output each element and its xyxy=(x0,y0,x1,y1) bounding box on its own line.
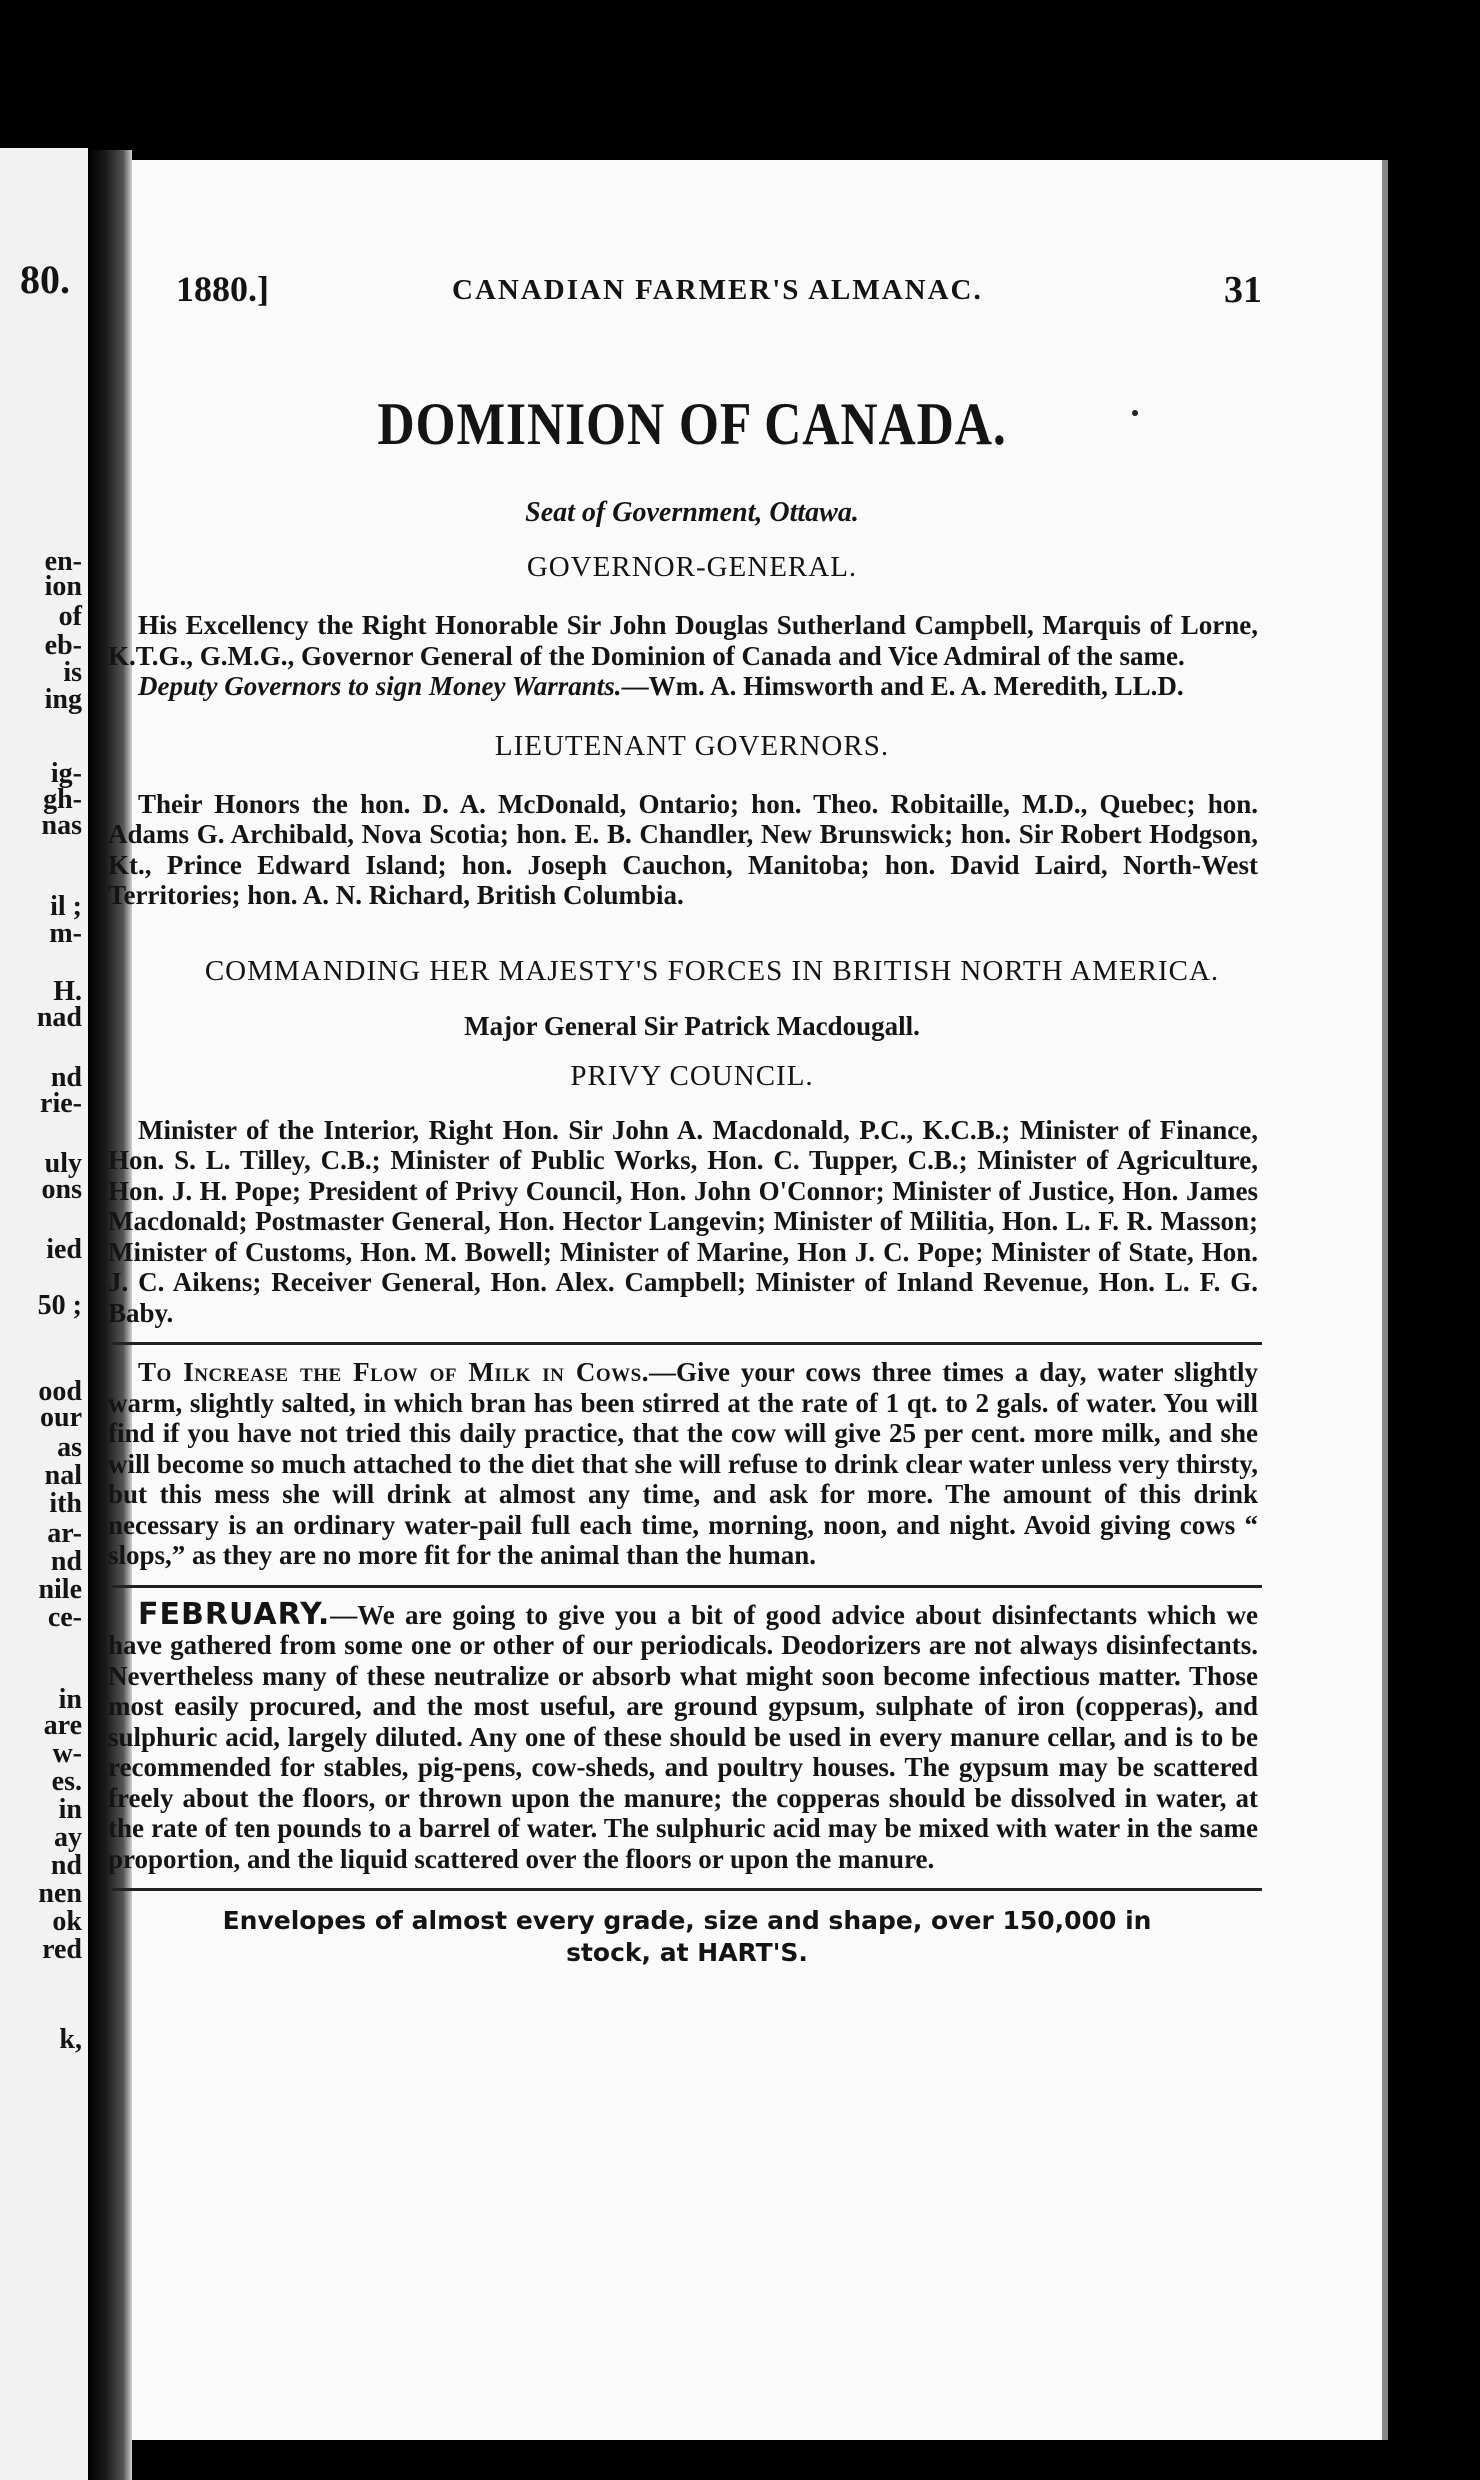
margin-fragment: en- xyxy=(44,546,82,577)
margin-fragment: ay xyxy=(54,1822,82,1853)
margin-fragment: eb- xyxy=(44,630,82,661)
margin-fragment: our xyxy=(40,1402,82,1433)
page-content xyxy=(108,390,1282,1969)
running-head-title: CANADIAN FARMER'S ALMANAC. xyxy=(452,274,983,306)
governor-general-text xyxy=(108,610,1258,671)
margin-fragment: rie- xyxy=(40,1088,82,1119)
margin-fragment: nd xyxy=(50,1062,82,1093)
margin-fragment: nile xyxy=(38,1574,82,1605)
margin-fragment: uly xyxy=(44,1148,82,1179)
page-edge-shadow xyxy=(1382,160,1388,2440)
lieutenant-governors-body: Their Honors the hon. D. A. McDonald, Ontario; hon. Theo. Robitaille, M.D., Quebec; hon. Adams G. Archibald, Nova Scotia; hon. E. B. Chandler, New Brunswick; hon. Sir Robert Hodgson, Kt., Prince Edward Island; hon. Joseph Cauchon, Manitoba; hon. David Laird, North-West Territories; hon. A. N. Richard, British Columbia. xyxy=(108,788,1258,910)
milk-article xyxy=(108,1357,1258,1571)
margin-fragment: ood xyxy=(38,1376,82,1407)
margin-fragment: ied xyxy=(46,1234,82,1265)
margin-fragment: gh- xyxy=(43,784,82,815)
margin-fragment: H. xyxy=(53,976,82,1007)
margin-fragment: nad xyxy=(36,1002,82,1033)
margin-fragment: w- xyxy=(52,1738,82,1769)
margin-fragment: are xyxy=(43,1710,82,1741)
commanding-officer: Major General Sir Patrick Macdougall. xyxy=(464,1010,920,1041)
margin-fragment: as xyxy=(57,1432,82,1463)
page-title: DOMINION OF CANADA. xyxy=(377,391,1007,457)
margin-fragment: il ; xyxy=(50,891,82,922)
governor-general-heading: GOVERNOR-GENERAL. xyxy=(526,551,858,583)
deputy-governors-names: —Wm. A. Himsworth and E. A. Meredith, LL.D. xyxy=(621,671,1184,701)
margin-fragment: ion xyxy=(44,571,82,602)
harts-advertisement xyxy=(112,1905,1262,1969)
lieutenant-governors-heading: LIEUTENANT GOVERNORS. xyxy=(494,729,890,762)
milk-article-body: —Give your cows three times a day, water slightly warm, slightly salted, in which bran has been stirred at the rate of 1 qt. to 2 gals. of water. You will find if you have not tried this daily practice, that the cow will give 25 per cent. more milk, and she will become so much attached to the diet that she will refuse to drink clear water unless very thirsty, but this mess she will drink at almost any time, and ask for more. The amount of this drink necessary is an ordinary water-pail full each time, morning, noon, and night. Avoid giving cows “ slops,” as they are no more fit for the animal than the human. xyxy=(108,1357,1258,1570)
margin-fragment: 80. xyxy=(20,257,70,302)
deputy-governors-label: Deputy Governors to sign Money Warrants. xyxy=(138,671,622,701)
margin-fragment: m- xyxy=(49,918,82,949)
governor-general-body: His Excellency the Right Honorable Sir John Douglas Sutherland Campbell, Marquis of Lorne, K.T.G., G.M.G., Governor General of the Dominion of Canada and Vice Admiral of the same. xyxy=(108,610,1258,671)
deputy-governors-text xyxy=(108,671,1258,702)
margin-fragment: red xyxy=(42,1934,82,1965)
margin-fragment: ith xyxy=(49,1488,82,1519)
margin-fragment: ing xyxy=(44,684,82,715)
page-number: 31 xyxy=(1224,269,1262,311)
margin-fragment: nas xyxy=(41,810,82,841)
running-head-year: 1880.] xyxy=(176,269,269,309)
february-heading: FEBRUARY. xyxy=(138,1596,331,1632)
february-body: —We are going to give you a bit of good advice about disinfectants which we have gathered from some one or other of our periodicals. Deodorizers are not always disinfectants. Nevertheless many of these neutralize or absorb what might soon become infectious matter. Those most easily procured, and the most useful, are ground gypsum, sulphate of iron (copperas), and sulphuric acid, largely diluted. Any one of these should be used in every manure cellar, and is to be recommended for stables, pig-pens, cow-sheds, and poultry houses. The gypsum may be scattered freely about the floors, or thrown upon the manure; the copperas should be dissolved in water, at the rate of ten pounds to a barrel of water. The sulphuric acid may be mixed with water in the same proportion, and the liquid scattered over the floors or upon the manure. xyxy=(108,1599,1258,1874)
margin-fragment: nen xyxy=(38,1878,82,1909)
section-rule xyxy=(112,1585,1262,1588)
margin-fragment: nal xyxy=(44,1460,82,1491)
advertisement-line-2: stock, at HART'S. xyxy=(566,1938,808,1967)
margin-fragment: nd xyxy=(50,1850,82,1881)
facing-page-margin xyxy=(0,148,88,2480)
margin-fragment: in xyxy=(58,1684,82,1715)
margin-fragment: is xyxy=(63,657,82,688)
margin-fragment: ar- xyxy=(47,1518,82,1549)
commanding-forces-heading: COMMANDING HER MAJESTY'S FORCES IN BRITISH NORTH AMERICA. xyxy=(204,954,1220,987)
margin-fragment: ok xyxy=(52,1906,82,1937)
running-head xyxy=(132,268,1262,311)
margin-fragment: ce- xyxy=(47,1602,82,1633)
margin-fragment: ons xyxy=(41,1174,82,1205)
privy-council-text xyxy=(108,1115,1258,1329)
margin-fragment: es. xyxy=(51,1766,82,1797)
margin-fragment: of xyxy=(58,601,82,632)
section-rule xyxy=(112,1888,1262,1891)
privy-council-body: Minister of the Interior, Right Hon. Sir John A. Macdonald, P.C., K.C.B.; Minister of Finance, Hon. S. L. Tilley, C.B.; Minister of Public Works, Hon. C. Tupper, C.B.; Minister of Agriculture, Hon. J. H. Pope; President of Privy Council, Hon. John O'Connor; Minister of Justice, Hon. James Macdonald; Postmaster General, Hon. Hector Langevin; Minister of Militia, Hon. L. F. R. Masson; Minister of Customs, Hon. M. Bowell; Minister of Marine, Hon J. C. Pope; Minister of State, Hon. J. C. Aikens; Receiver General, Hon. Alex. Campbell; Minister of Inland Revenue, Hon. L. F. G. Baby. xyxy=(108,1114,1258,1328)
lieutenant-governors-text xyxy=(108,789,1258,911)
margin-fragment: k, xyxy=(59,2024,82,2055)
margin-fragment: in xyxy=(58,1794,82,1825)
almanac-page xyxy=(108,160,1382,2440)
privy-council-heading: PRIVY COUNCIL. xyxy=(570,1059,814,1092)
margin-fragment: ig- xyxy=(50,758,82,789)
margin-fragment: nd xyxy=(50,1546,82,1577)
section-rule xyxy=(112,1342,1262,1345)
february-article xyxy=(108,1596,1258,1875)
margin-fragment: 50 ; xyxy=(37,1290,82,1321)
advertisement-line-1: Envelopes of almost every grade, size and shape, over 150,000 in xyxy=(222,1906,1152,1935)
milk-article-heading: To Increase the Flow of Milk in Cows. xyxy=(138,1357,649,1387)
seat-of-government: Seat of Government, Ottawa. xyxy=(525,497,859,528)
